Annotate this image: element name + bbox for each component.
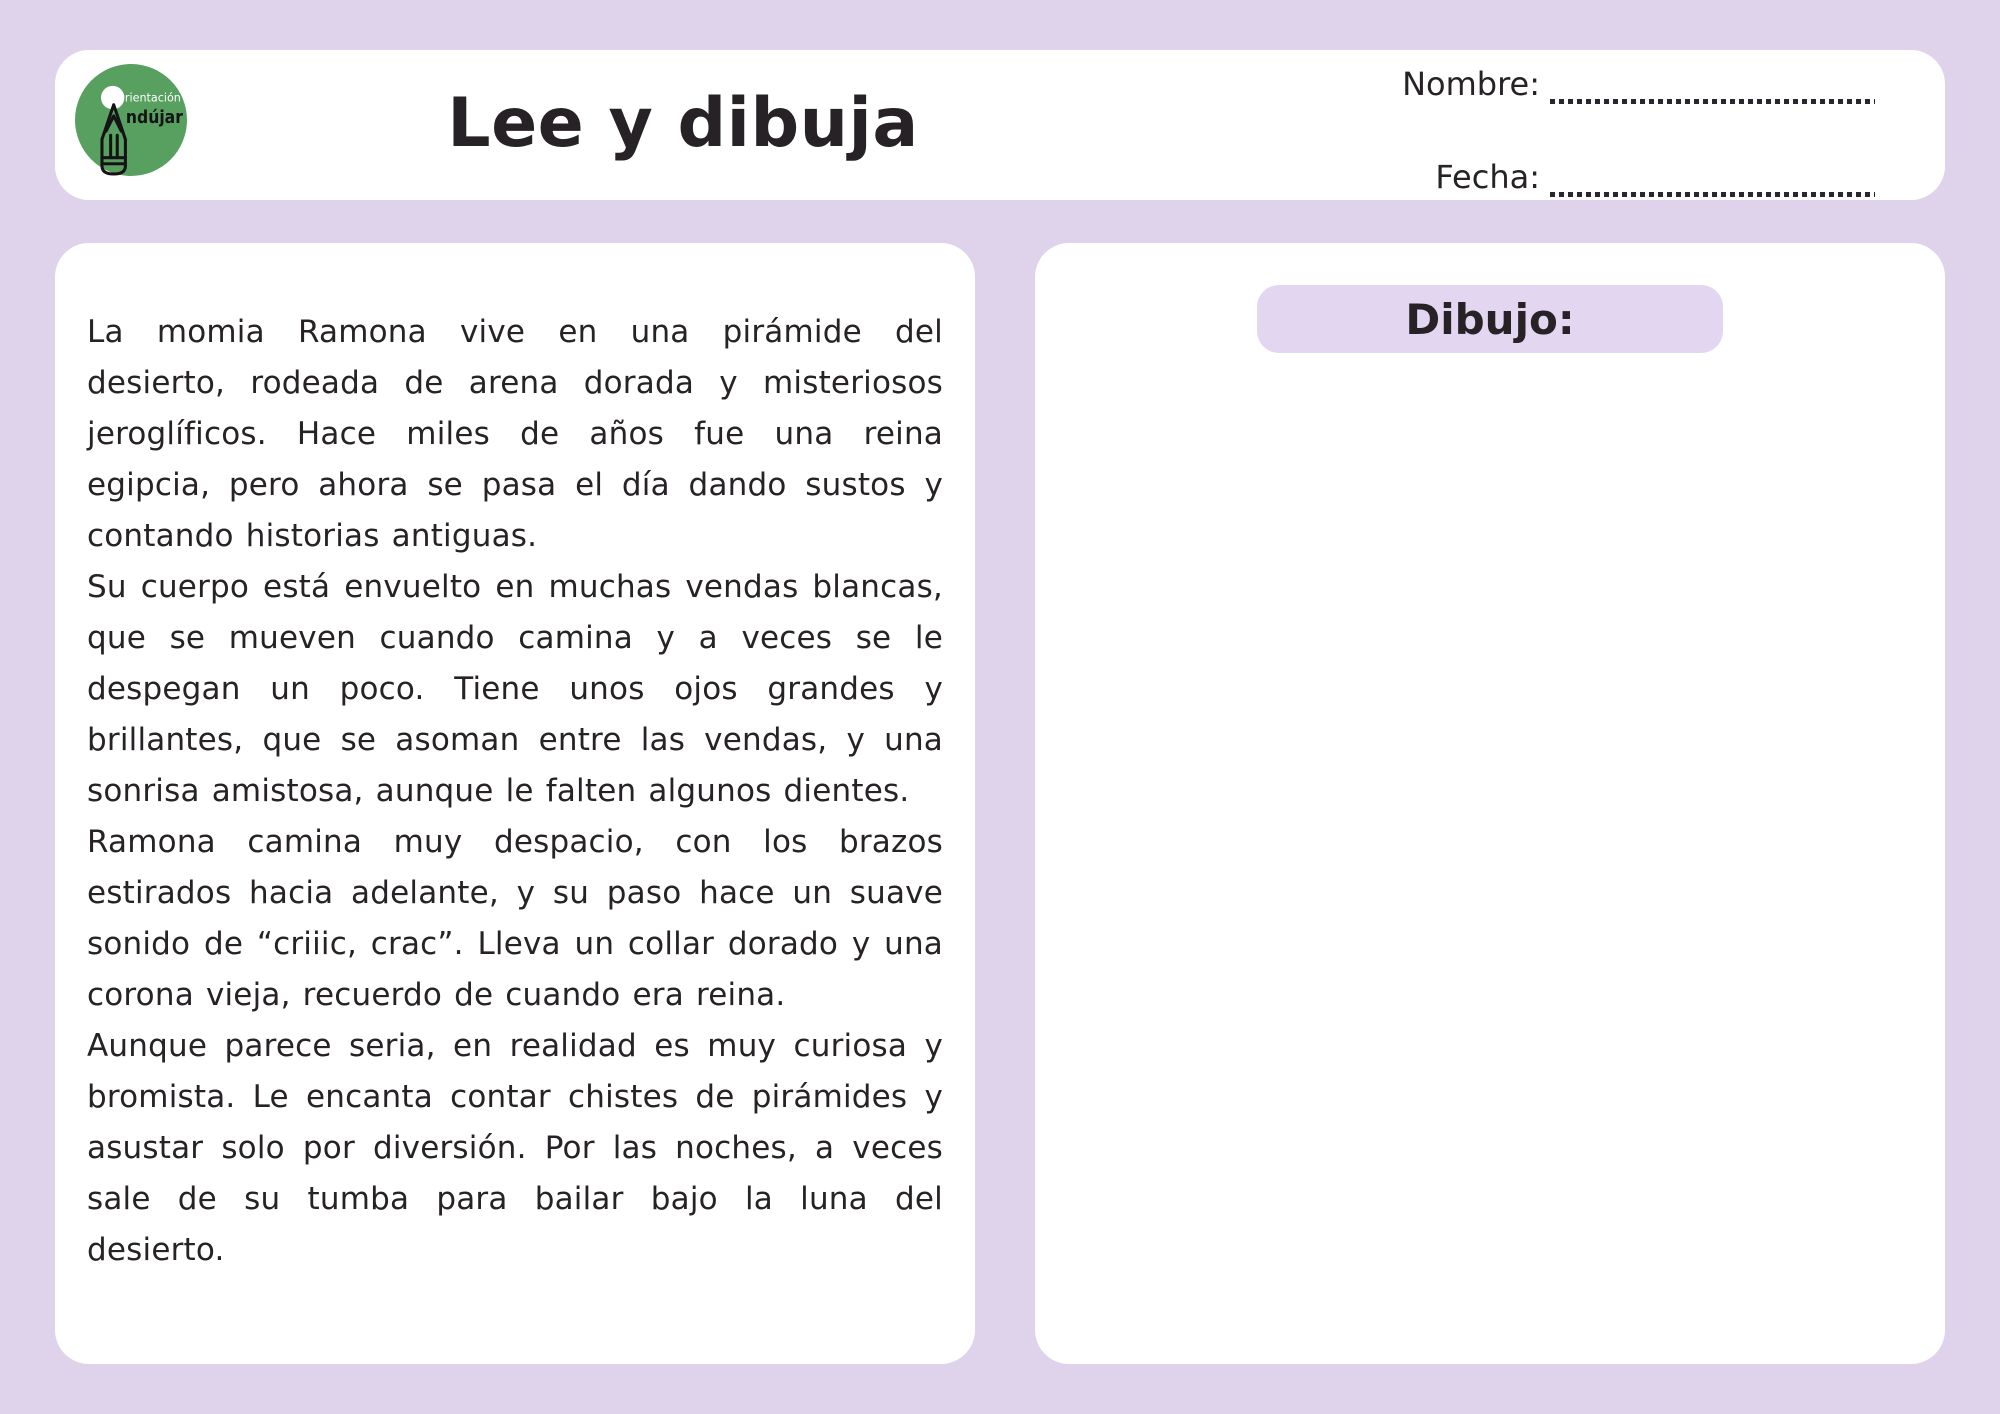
reading-paragraph-3: Ramona camina muy despacio, con los brazos estirados hacia adelante, y su paso hace un suave sonido de “criiic, crac”. Lleva un collar dorado y una corona vieja, recuerdo de cuando era reina. [87,824,943,1013]
name-field-row [1402,64,1875,104]
date-label: Fecha: [1435,158,1540,196]
logo-text-top: rientación [124,91,181,105]
drawing-area[interactable] [1035,353,1945,1364]
header-card [55,50,1945,200]
logo-text-bottom: ndújar [125,108,184,129]
reading-paragraph-4: Aunque parece seria, en realidad es muy curiosa y bromista. Le encanta contar chistes de pirámides y asustar solo por diversión. Por las noches, a veces sale de su tumba para bailar bajo la luna del desierto. [87,1028,943,1268]
drawing-label: Dibujo: [1405,294,1575,344]
reading-panel [55,243,975,1364]
reading-paragraph-1: La momia Ramona vive en una pirámide del desierto, rodeada de arena dorada y misteriosos jeroglíficos. Hace miles de años fue una reina egipcia, pero ahora se pasa el día dando sustos y contando historias antiguas. [87,314,943,554]
reading-paragraph-2: Su cuerpo está envuelto en muchas vendas blancas, que se mueven cuando camina y a veces se le despegan un poco. Tiene unos ojos grandes y brillantes, que se asoman entre las vendas, y una sonrisa amistosa, aunque le falten algunos dientes. [87,569,943,809]
drawing-label-chip [1257,285,1723,353]
name-label: Nombre: [1402,65,1540,103]
date-field-row [1435,157,1875,197]
drawing-panel [1035,243,1945,1364]
name-field-line[interactable] [1550,66,1875,104]
page-title: Lee y dibuja [447,83,919,163]
date-field-line[interactable] [1550,159,1875,197]
